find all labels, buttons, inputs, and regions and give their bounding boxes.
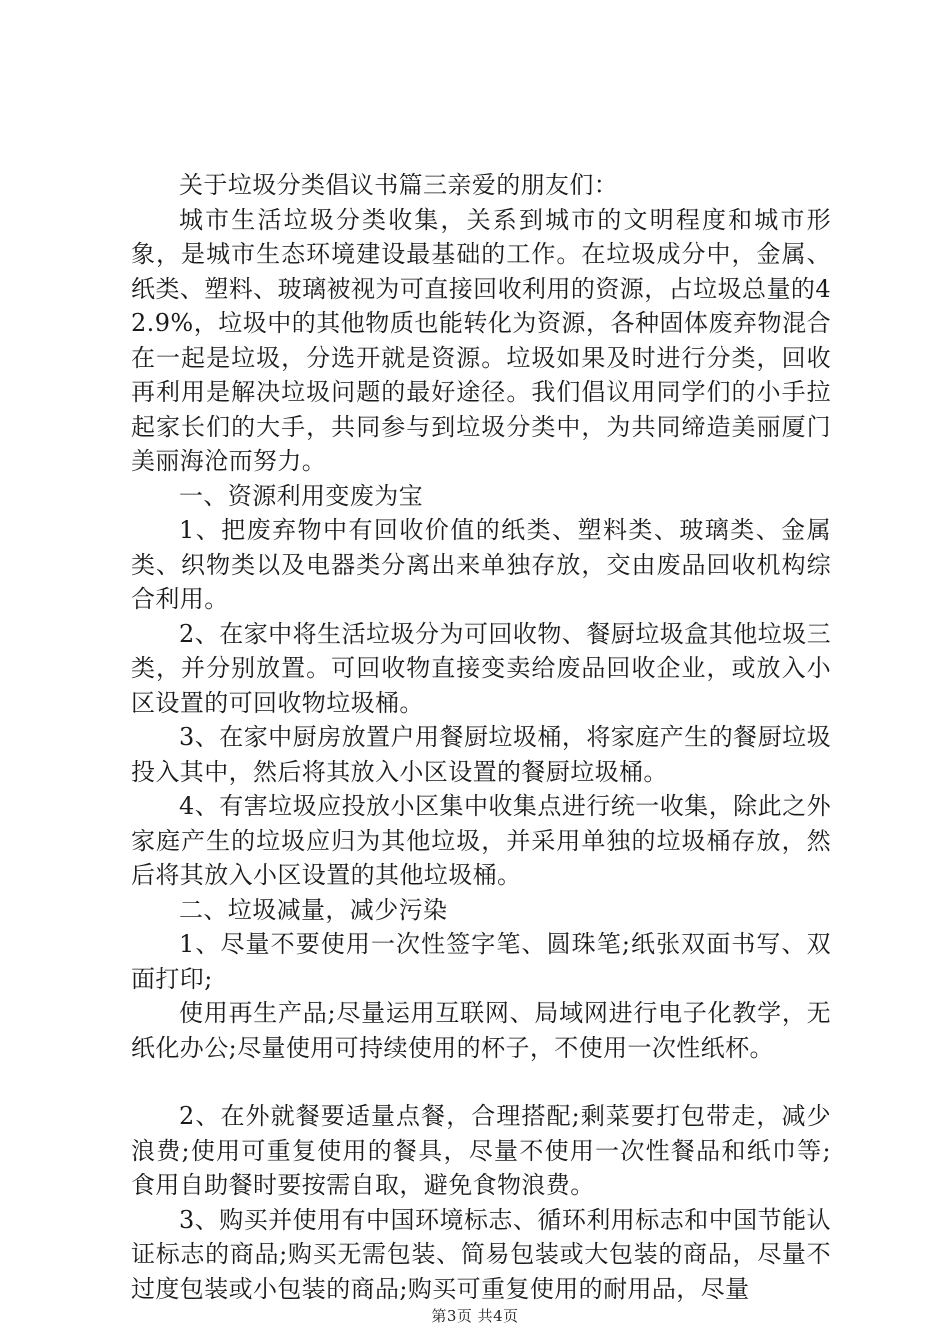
section-heading-1: 一、资源利用变废为宝 xyxy=(179,481,423,510)
list-item-2-1-continued: 使用再生产品;尽量运用互联网、局域网进行电子化教学，无纸化办公;尽量使用可持续使用的杯子，不使用一次性纸杯。 xyxy=(131,999,831,1062)
list-item-2-3: 3、购买并使用有中国环境标志、循环利用标志和中国节能认证标志的商品;购买无需包装、简易包装或大包装的商品，尽量不过度包装或小包装的商品;购买可重复使用的耐用品，尽量 xyxy=(131,1205,831,1303)
section-heading-2: 二、垃圾减量，减少污染 xyxy=(179,895,448,924)
list-item-1-4: 4、有害垃圾应投放小区集中收集点进行统一收集，除此之外家庭产生的垃圾应归为其他垃圾，并采用单独的垃圾桶存放，然后将其放入小区设置的其他垃圾桶。 xyxy=(131,792,831,889)
page-footer: 第3页 共4页 xyxy=(431,1307,519,1325)
list-item-1-3: 3、在家中厨房放置户用餐厨垃圾桶，将家庭产生的餐厨垃圾投入其中，然后将其放入小区设置的餐厨垃圾桶。 xyxy=(131,723,831,786)
list-item-2-1: 1、尽量不要使用一次性签字笔、圆珠笔;纸张双面书写、双面打印; xyxy=(131,930,831,993)
document-body xyxy=(131,168,831,1306)
intro-paragraph: 城市生活垃圾分类收集，关系到城市的文明程度和城市形象，是城市生态环境建设最基础的工作。在垃圾成分中，金属、纸类、塑料、玻璃被视为可直接回收利用的资源，占垃圾总量的42.9%，垃圾中的其他物质也能转化为资源，各种固体废弃物混合在一起是垃圾，分选开就是资源。垃圾如果及时进行分类，回收再利用是解决垃圾问题的最好途径。我们倡议用同学们的小手拉起家长们的大手，共同参与到垃圾分类中，为共同缔造美丽厦门美丽海沧而努力。 xyxy=(131,205,831,475)
opening-line: 关于垃圾分类倡议书篇三亲爱的朋友们： xyxy=(179,171,619,199)
list-item-2-2: 2、在外就餐要适量点餐，合理搭配;剩菜要打包带走，减少浪费;使用可重复使用的餐具，尽量不使用一次性餐品和纸巾等;食用自助餐时要按需自取，避免食物浪费。 xyxy=(131,1102,831,1199)
list-item-1-1: 1、把废弃物中有回收价值的纸类、塑料类、玻璃类、金属类、织物类以及电器类分离出来单独存放，交由废品回收机构综合利用。 xyxy=(131,516,831,613)
list-item-1-2: 2、在家中将生活垃圾分为可回收物、餐厨垃圾盒其他垃圾三类，并分别放置。可回收物直接变卖给废品回收企业，或放入小区设置的可回收物垃圾桶。 xyxy=(131,619,831,717)
